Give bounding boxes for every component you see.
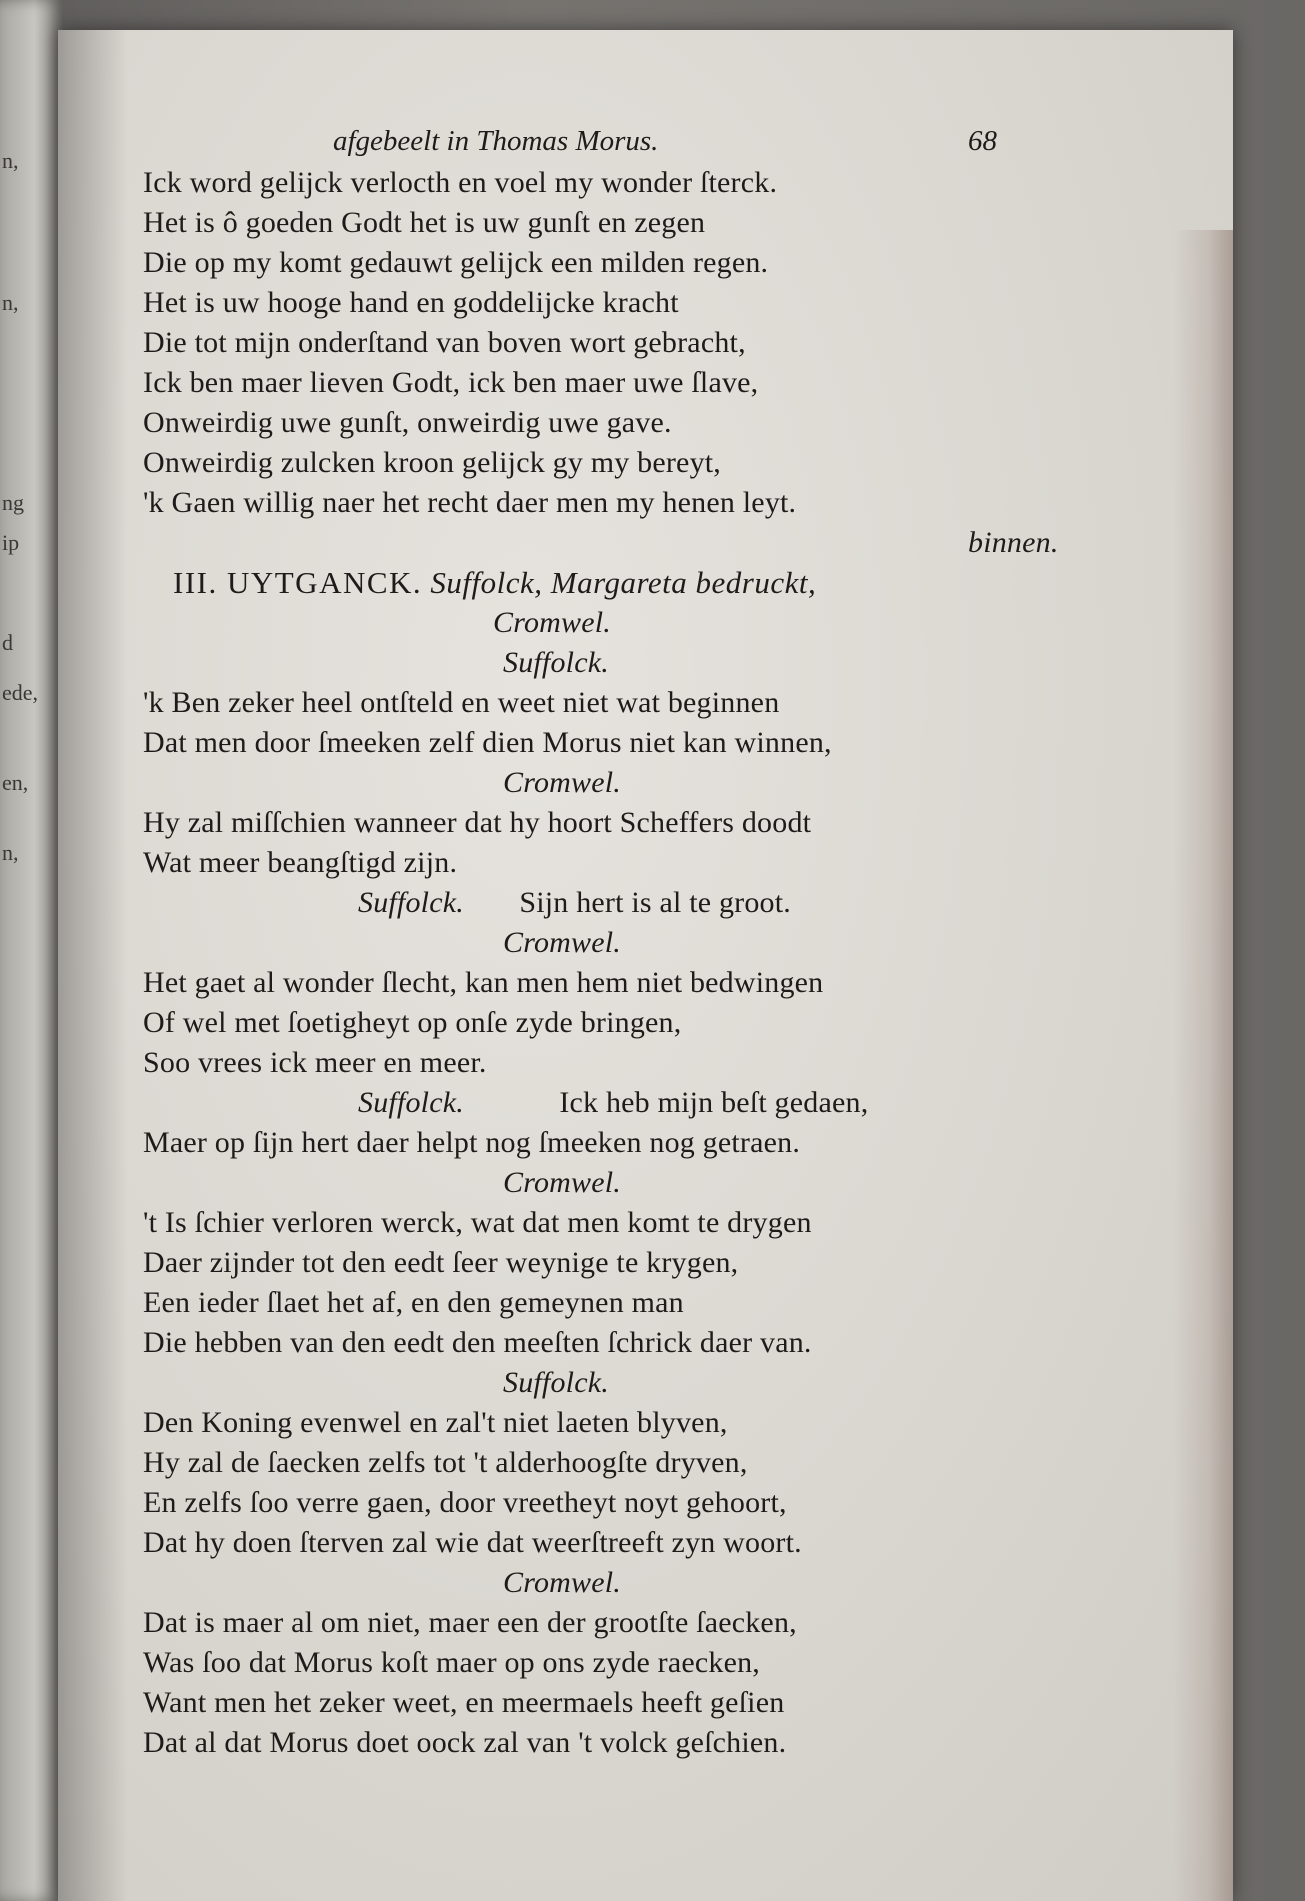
stage-direction: binnen. xyxy=(968,526,1059,559)
speaker-reply xyxy=(358,885,791,921)
dialogue-line: Dat al dat Morus doet oock zal van 't volck geſchien. xyxy=(143,1726,787,1759)
speaker-name: Cromwel. xyxy=(503,1166,621,1199)
dialogue-line: Want men het zeker weet, en meermaels heeft geſien xyxy=(143,1686,785,1719)
speaker-name: Suffolck. xyxy=(358,1086,464,1119)
verse-line: Het is uw hooge hand en goddelijcke kracht xyxy=(143,286,679,319)
speaker-name: Cromwel. xyxy=(503,926,621,959)
dialogue-line: Dat is maer al om niet, maer een der grootſte ſaecken, xyxy=(143,1606,797,1639)
dialogue-line: Soo vrees ick meer en meer. xyxy=(143,1046,487,1079)
facing-page-fragment: en, xyxy=(2,770,29,795)
facing-page-fragment: n, xyxy=(2,148,19,173)
facing-page-fragment: n, xyxy=(2,840,19,865)
scene-characters-cont: Cromwel. xyxy=(493,606,611,639)
speaker-name: Cromwel. xyxy=(503,766,621,799)
page-number: 68 xyxy=(968,125,997,157)
verse-line: Die tot mijn onderſtand van boven wort gebracht, xyxy=(143,326,746,359)
speaker-reply xyxy=(358,1085,868,1121)
dialogue-line: 'k Ben zeker heel ontſteld en weet niet wat beginnen xyxy=(143,686,780,719)
dialogue-line: Wat meer beangſtigd zijn. xyxy=(143,846,458,879)
book-page xyxy=(58,30,1233,1901)
facing-page-fragment: ede, xyxy=(2,680,39,705)
dialogue-reply: Ick heb mijn beſt gedaen, xyxy=(559,1086,869,1119)
speaker-name: Suffolck. xyxy=(503,1366,609,1399)
scene-heading xyxy=(173,565,816,601)
speaker-name: Cromwel. xyxy=(503,1566,621,1599)
verse-line: Ick word gelijck verlocth en voel my wonder ſterck. xyxy=(143,166,778,199)
facing-page-fragment: d xyxy=(2,630,13,655)
facing-page-fragment: n, xyxy=(2,290,19,315)
speaker-name: Suffolck. xyxy=(503,646,609,679)
dialogue-line: Het gaet al wonder ſlecht, kan men hem niet bedwingen xyxy=(143,966,824,999)
dialogue-line: Of wel met ſoetigheyt op onſe zyde bringen, xyxy=(143,1006,682,1039)
dialogue-line: Dat hy doen ſterven zal wie dat weerſtreeft zyn woort. xyxy=(143,1526,802,1559)
dialogue-reply: Sijn hert is al te groot. xyxy=(519,886,791,919)
dialogue-line: Hy zal miſſchien wanneer dat hy hoort Scheffers doodt xyxy=(143,806,812,839)
facing-page-edge xyxy=(0,0,62,1901)
dialogue-line: Dat men door ſmeeken zelf dien Morus niet kan winnen, xyxy=(143,726,832,759)
dialogue-line: Een ieder ſlaet het af, en den gemeynen man xyxy=(143,1286,684,1319)
dialogue-line: Den Koning evenwel en zal't niet laeten blyven, xyxy=(143,1406,728,1439)
dialogue-line: Hy zal de ſaecken zelfs tot 't alderhoogſte dryven, xyxy=(143,1446,748,1479)
verse-line: Onweirdig zulcken kroon gelijck gy my bereyt, xyxy=(143,446,722,479)
facing-page-fragment: ip xyxy=(2,530,20,555)
dialogue-line: 't Is ſchier verloren werck, wat dat men komt te drygen xyxy=(143,1206,812,1239)
verse-line: Die op my komt gedauwt gelijck een milden regen. xyxy=(143,246,769,279)
dialogue-line: En zelfs ſoo verre gaen, door vreetheyt noyt gehoort, xyxy=(143,1486,787,1519)
page-edge-stain xyxy=(1173,230,1233,1901)
dialogue-line: Daer zijnder tot den eedt ſeer weynige te krygen, xyxy=(143,1246,739,1279)
verse-line: 'k Gaen willig naer het recht daer men my henen leyt. xyxy=(143,486,797,519)
scene-label: III. UYTGANCK. xyxy=(173,565,423,600)
dialogue-line: Was ſoo dat Morus koſt maer op ons zyde raecken, xyxy=(143,1646,761,1679)
dialogue-line: Maer op ſijn hert daer helpt nog ſmeeken nog getraen. xyxy=(143,1126,801,1159)
verse-line: Het is ô goeden Godt het is uw gunſt en zegen xyxy=(143,206,706,239)
verse-line: Ick ben maer lieven Godt, ick ben maer uwe ſlave, xyxy=(143,366,759,399)
speaker-name: Suffolck. xyxy=(358,886,464,919)
scene-characters: Suffolck, Margareta bedruckt, xyxy=(430,565,817,600)
facing-page-fragment: ng xyxy=(2,490,24,515)
verse-line: Onweirdig uwe gunſt, onweirdig uwe gave. xyxy=(143,406,672,439)
running-head: afgebeelt in Thomas Morus. xyxy=(333,125,659,157)
gutter-shadow xyxy=(58,30,128,1901)
dialogue-line: Die hebben van den eedt den meeſten ſchrick daer van. xyxy=(143,1326,812,1359)
